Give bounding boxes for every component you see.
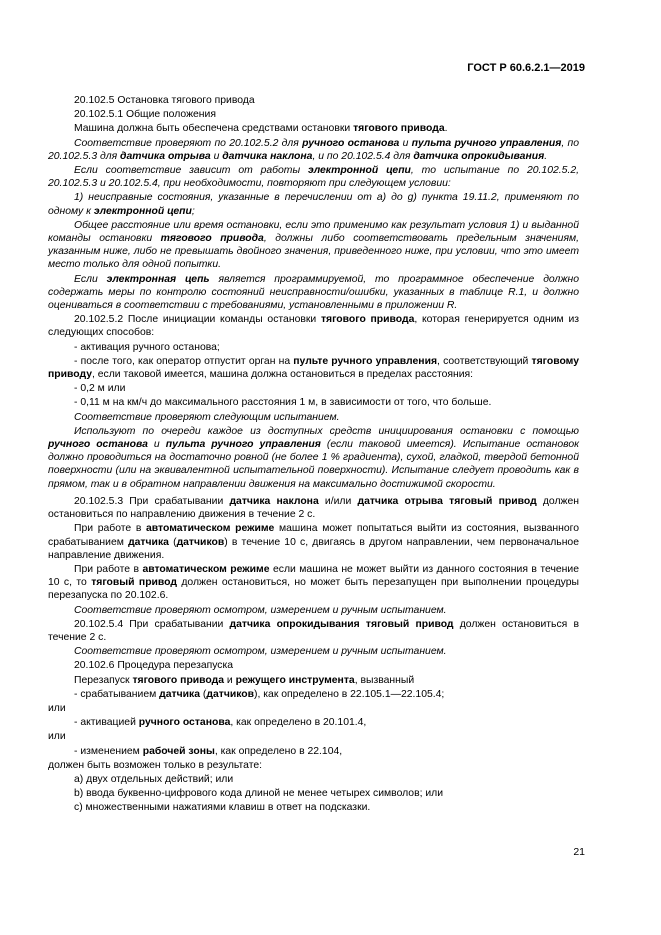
paragraph <box>48 411 579 424</box>
bold-term: автоматическом режиме <box>142 563 270 575</box>
text-run: Соответствие проверяют осмотром, измерением и ручным испытанием. <box>74 646 447 658</box>
text-run: если машина не может выйти из данного состояния в течение 10 с, то <box>48 563 579 589</box>
text-run: , и по 20.102.5.4 для <box>312 150 414 162</box>
paragraph <box>48 495 579 521</box>
text-run: , должны либо соответствовать предельным значениям, указанным ниже, либо не превышать двойного значения, приведенного ниже, при условии, что это имеет место только для одной попытки. <box>48 233 580 271</box>
bold-term: электронной цепи <box>93 205 192 217</box>
paragraph <box>48 108 579 121</box>
bold-term: датчиков <box>176 536 225 548</box>
text-run: должен остановиться по направлению движения в течение 2 с. <box>48 495 580 521</box>
document-code-header: ГОСТ Р 60.6.2.1—2019 <box>467 62 585 74</box>
text-run: и <box>224 674 236 686</box>
text-run: , как определено в 22.104, <box>214 745 343 757</box>
bold-term: датчика опрокидывания тяговый привод <box>229 618 454 630</box>
paragraph <box>48 94 579 107</box>
text-run: и/или <box>318 495 358 507</box>
text-run: При работе в <box>74 523 147 535</box>
text-run: , как определено в 20.101.4, <box>230 717 367 729</box>
paragraph <box>48 522 579 562</box>
text-run: и <box>399 137 412 149</box>
paragraph <box>48 355 579 381</box>
text-run: и <box>210 150 223 162</box>
bold-term: рабочей зоны <box>142 745 215 757</box>
text-run: a) двух отдельных действий; или <box>74 773 234 785</box>
text-run: и <box>147 439 166 451</box>
paragraph <box>48 341 579 354</box>
bold-term: ручного останова <box>138 717 231 729</box>
text-run: , вызванный <box>354 674 415 686</box>
text-run: , по 20.102.5.3 для <box>48 137 579 162</box>
text-run: 20.102.5.1 Общие положения <box>74 109 216 121</box>
text-run: ( <box>200 688 207 700</box>
text-run: ; <box>191 205 195 217</box>
text-run: (если таковой имеется). Испытание остановок должно проводиться на достаточно ровной (не более 1 % градиента), сухой, гладкой, твердой бетонной поверхности (или на эквивалентной испытательной поверхности). Испытание следует проводить как в прямом, так и в обратном направлении движения на максимально достижимой скорости. <box>48 439 579 490</box>
paragraph <box>48 396 579 409</box>
text-run: - срабатыванием <box>74 688 160 700</box>
paragraph <box>48 122 579 135</box>
text-run: . <box>544 150 548 162</box>
text-run: Машина должна быть обеспечена средствами остановки <box>74 123 354 135</box>
bold-term: электронной цепи <box>307 165 411 177</box>
text-run: , которая генерируется одним из следующих способов: <box>48 314 580 339</box>
bold-term: тягового привода <box>320 314 415 326</box>
bold-term: тягового привода <box>353 123 445 135</box>
bold-term: датчика отрыва <box>120 150 211 162</box>
paragraph <box>48 645 579 658</box>
text-run: 20.102.5.2 После инициации команды остановки <box>74 314 321 326</box>
bold-term: пульте ручного управления <box>293 355 438 367</box>
paragraph <box>48 313 579 339</box>
text-run: - после того, как оператор отпустит орган на <box>74 355 294 367</box>
text-run: или <box>48 702 66 714</box>
text-run: - активация ручного останова; <box>74 341 220 353</box>
paragraph <box>48 137 579 163</box>
paragraph <box>48 716 579 729</box>
text-run: Если <box>74 273 107 285</box>
paragraph <box>48 659 579 672</box>
bold-term: датчика наклона <box>222 150 313 162</box>
text-run: Используют по очереди каждое из доступных средств инициирования остановки с помощью <box>74 425 579 437</box>
text-run: должен остановиться, но может быть перезапущен при выполнении процедуры перезапуска по 20.102.6. <box>48 577 579 602</box>
text-run: 20.102.5 Остановка тягового привода <box>74 95 255 106</box>
paragraph <box>48 191 579 217</box>
bold-term: тяговому приводу <box>48 355 579 381</box>
text-run: . <box>444 123 448 135</box>
text-run: Соответствие проверяют осмотром, измерением и ручным испытанием. <box>74 604 447 616</box>
paragraph <box>48 773 579 786</box>
text-run: - 0,2 м или <box>74 383 126 395</box>
bold-term: датчика опрокидывания <box>413 150 545 162</box>
bold-term: датчика <box>159 688 200 700</box>
paragraph <box>48 164 579 190</box>
bold-term: автоматическом режиме <box>146 523 275 535</box>
bold-term: пульта ручного управления <box>411 137 562 149</box>
text-run: , соответствующий <box>437 355 532 367</box>
bold-term: тягового привода <box>132 674 225 686</box>
bold-term: датчиков <box>206 688 255 700</box>
bold-term: режущего инструмента <box>235 674 355 686</box>
paragraph <box>48 618 579 644</box>
bold-term: тягового привода <box>160 233 264 245</box>
document-body <box>48 94 579 815</box>
text-run: 1) неисправные состояния, указанные в перечислении от a) до g) пункта 19.11.2, применяют по одному к <box>48 192 579 217</box>
paragraph <box>48 425 579 491</box>
paragraph <box>48 382 579 395</box>
text-run: - активацией <box>74 717 139 729</box>
text-run: 20.102.6 Процедура перезапуска <box>74 660 234 672</box>
text-run: является программируемой, то программное обеспечение должно содержать меры по контролю состояний неисправности/ошибки, указанных в таблице R.1, и должно оцениваться в соответствии с требованиями, установленными в приложении R. <box>48 273 579 312</box>
bold-term: датчика отрыва тяговый привод <box>357 495 537 507</box>
text-run: При работе в <box>74 563 143 575</box>
paragraph <box>48 219 579 272</box>
paragraph <box>48 273 579 313</box>
bold-term: датчика <box>128 536 169 548</box>
text-run: Соответствие проверяют по 20.102.5.2 для <box>74 137 303 149</box>
text-run: машина может попытаться выйти из состояния, вызванного срабатыванием <box>48 523 579 548</box>
text-run: Перезапуск <box>74 674 133 686</box>
bold-term: электронная цепь <box>106 273 210 285</box>
text-run: - изменением <box>74 745 143 757</box>
text-run: Общее расстояние или время остановки, если это применимо как результат условия 1) и выданной команды остановки <box>48 219 579 245</box>
paragraph <box>48 702 579 715</box>
bold-term: ручного останова <box>302 137 400 149</box>
text-run: Соответствие проверяют следующим испытанием. <box>74 411 340 423</box>
text-run: Если соответствие зависит от работы <box>74 165 308 177</box>
text-run: b) ввода буквенно-цифрового кода длиной не менее четырех символов; или <box>74 788 444 800</box>
text-run: 20.102.5.4 При срабатывании <box>74 618 230 630</box>
text-run: , если таковой имеется, машина должна остановиться в пределах расстояния: <box>91 369 474 381</box>
text-run: ), как определено в 22.105.1—22.105.4; <box>254 688 445 700</box>
bold-term: ручного останова <box>48 439 148 451</box>
text-run: ( <box>168 536 177 548</box>
text-run: или <box>48 731 66 743</box>
bold-term: датчика наклона <box>229 495 319 507</box>
paragraph <box>48 688 579 701</box>
paragraph <box>48 730 579 743</box>
paragraph <box>48 787 579 800</box>
text-run: 20.102.5.3 При срабатывании <box>74 495 230 507</box>
text-run: - 0,11 м на км/ч до максимального расстояния 1 м, в зависимости от того, что больше. <box>74 397 492 409</box>
paragraph <box>48 801 579 814</box>
paragraph <box>48 674 579 687</box>
bold-term: пульта ручного управления <box>165 439 321 451</box>
paragraph <box>48 745 579 758</box>
page-number: 21 <box>573 846 585 858</box>
text-run: c) множественными нажатиями клавиш в ответ на подсказки. <box>74 802 371 814</box>
bold-term: тяговый привод <box>91 577 177 589</box>
text-run: ) в течение 10 с, двигаясь в другом направлении, чем первоначальное направление движения. <box>48 536 579 561</box>
text-run: , то испытание по 20.102.5.2, 20.102.5.3 и 20.102.5.4, при необходимости, повторяют при следующем условии: <box>48 165 579 190</box>
text-run: должен остановиться в течение 2 с. <box>48 618 579 643</box>
text-run: должен быть возможен только в результате: <box>48 759 263 771</box>
paragraph <box>48 759 579 772</box>
paragraph <box>48 604 579 617</box>
paragraph <box>48 563 579 603</box>
